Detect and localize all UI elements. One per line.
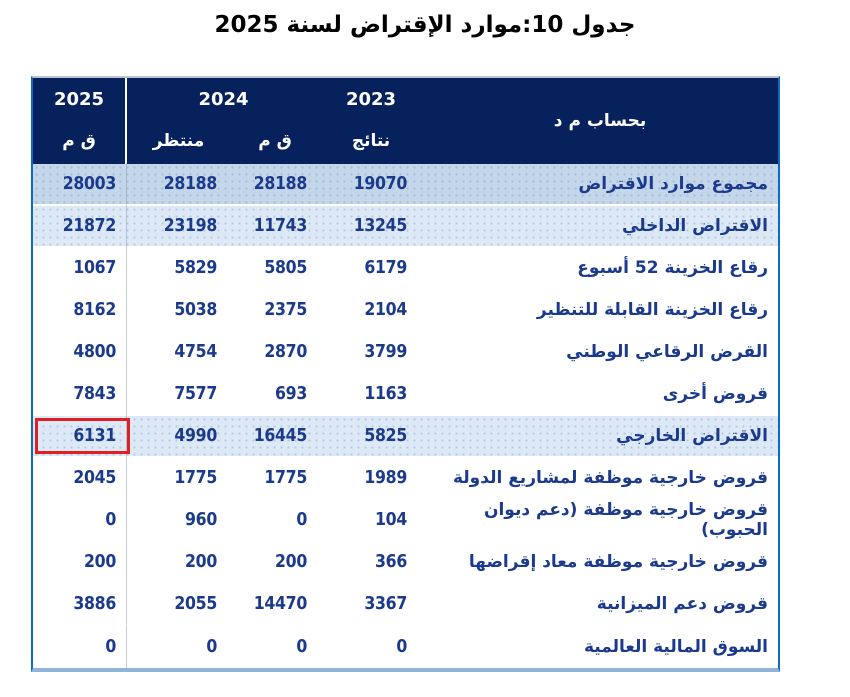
- value-cell: 7843: [33, 373, 127, 415]
- value-cell: 5829: [174, 258, 217, 278]
- value-cell: 2045: [33, 457, 127, 499]
- sub-label-2023-results: نتائج: [351, 131, 391, 151]
- table-row-total-borrowing: [33, 164, 778, 206]
- value-cell: 28188: [163, 174, 217, 194]
- value-cell-highlighted: [33, 415, 127, 457]
- value-cell: 28003: [33, 163, 127, 205]
- value-cell: 7577: [174, 384, 217, 404]
- value-cell: 200: [185, 552, 217, 572]
- value-cell: 0: [33, 626, 127, 668]
- value-cell: 4990: [174, 426, 217, 446]
- row-label: رقاع الخزينة القابلة للتنظير: [536, 300, 768, 320]
- year-2024-label: 2024: [198, 89, 249, 110]
- row-label: الاقتراض الخارجي: [616, 426, 768, 446]
- header-2024-subrow: [127, 131, 320, 151]
- table-row-budget-support: [33, 584, 778, 626]
- table-row-treasury-52week: [33, 248, 778, 290]
- year-2023-label: 2023: [345, 89, 397, 110]
- row-label: السوق المالية العالمية: [583, 637, 768, 657]
- table-row-national-bond: [33, 332, 778, 374]
- borrowing-resources-table: [31, 76, 780, 672]
- value-cell: 14470: [253, 594, 307, 614]
- value-cell: 11743: [253, 216, 307, 236]
- value-cell: 4754: [174, 342, 217, 362]
- value-cell: 1775: [264, 468, 307, 488]
- value-cell: 200: [33, 541, 127, 583]
- table-row-domestic-borrowing: [33, 206, 778, 248]
- value-cell: 19070: [353, 174, 407, 194]
- value-cell: 3367: [364, 594, 407, 614]
- value-cell: 0: [296, 510, 307, 530]
- row-label: قروض خارجية موظفة معاد إقراضها: [468, 552, 768, 572]
- header-col-2025: [33, 78, 127, 164]
- table-row-external-grain-office: [33, 500, 778, 542]
- row-label: القرض الرقاعي الوطني: [566, 342, 768, 362]
- row-label: قروض خارجية موظفة لمشاريع الدولة: [452, 468, 768, 488]
- year-2025-label: 2025: [53, 89, 105, 110]
- table-header: [33, 78, 778, 164]
- value-cell: 3886: [33, 583, 127, 625]
- row-label: قروض أخرى: [662, 384, 768, 404]
- value-cell: 4800: [33, 331, 127, 373]
- value-cell: 200: [275, 552, 307, 572]
- value-cell: 0: [296, 637, 307, 657]
- value-cell: 16445: [253, 426, 307, 446]
- value-cell: 366: [375, 552, 407, 572]
- value-cell: 21872: [33, 205, 127, 247]
- value-cell: 2870: [264, 342, 307, 362]
- value-cell: 23198: [163, 216, 217, 236]
- value-cell: 8162: [33, 289, 127, 331]
- sub-label-2024-expected: منتظر: [152, 131, 205, 151]
- table-row-external-borrowing: [33, 416, 778, 458]
- value-cell: 3799: [364, 342, 407, 362]
- sub-label-2024-qm: ق م: [258, 131, 292, 151]
- highlighted-value: 6131: [73, 426, 116, 446]
- table-row-other-loans: [33, 374, 778, 416]
- value-cell: 1067: [33, 247, 127, 289]
- sub-label-2025-qm: ق م: [62, 131, 96, 151]
- value-cell: 0: [33, 499, 127, 541]
- value-cell: 2375: [264, 300, 307, 320]
- value-cell: 1775: [174, 468, 217, 488]
- value-cell: 5825: [364, 426, 407, 446]
- header-group-2024: [127, 78, 320, 164]
- row-label: الاقتراض الداخلي: [622, 216, 768, 236]
- unit-label: بحساب م د: [553, 111, 647, 131]
- value-cell: 5038: [174, 300, 217, 320]
- value-cell: 5805: [264, 258, 307, 278]
- value-cell: 0: [396, 637, 407, 657]
- value-cell: 104: [375, 510, 407, 530]
- value-cell: 0: [206, 637, 217, 657]
- table-row-external-state-projects: [33, 458, 778, 500]
- row-label: رقاع الخزينة 52 أسبوع: [577, 258, 768, 278]
- value-cell: 960: [185, 510, 217, 530]
- value-cell: 13245: [353, 216, 407, 236]
- table-row-global-financial-market: [33, 626, 778, 668]
- page-title: جدول 10:موارد الإقتراض لسنة 2025: [214, 12, 636, 38]
- value-cell: 693: [275, 384, 307, 404]
- row-label: مجموع موارد الاقتراض: [578, 174, 768, 194]
- value-cell: 2055: [174, 594, 217, 614]
- table-row-external-relent: [33, 542, 778, 584]
- row-label: قروض دعم الميزانية: [596, 594, 768, 614]
- value-cell: 6179: [364, 258, 407, 278]
- value-cell: 28188: [253, 174, 307, 194]
- header-col-2023: [320, 78, 422, 164]
- value-cell: 2104: [364, 300, 407, 320]
- row-label: قروض خارجية موظفة (دعم ديوان الحبوب): [483, 500, 768, 540]
- value-cell: 1163: [364, 384, 407, 404]
- table-row-assimilable-treasury: [33, 290, 778, 332]
- value-cell: 1989: [364, 468, 407, 488]
